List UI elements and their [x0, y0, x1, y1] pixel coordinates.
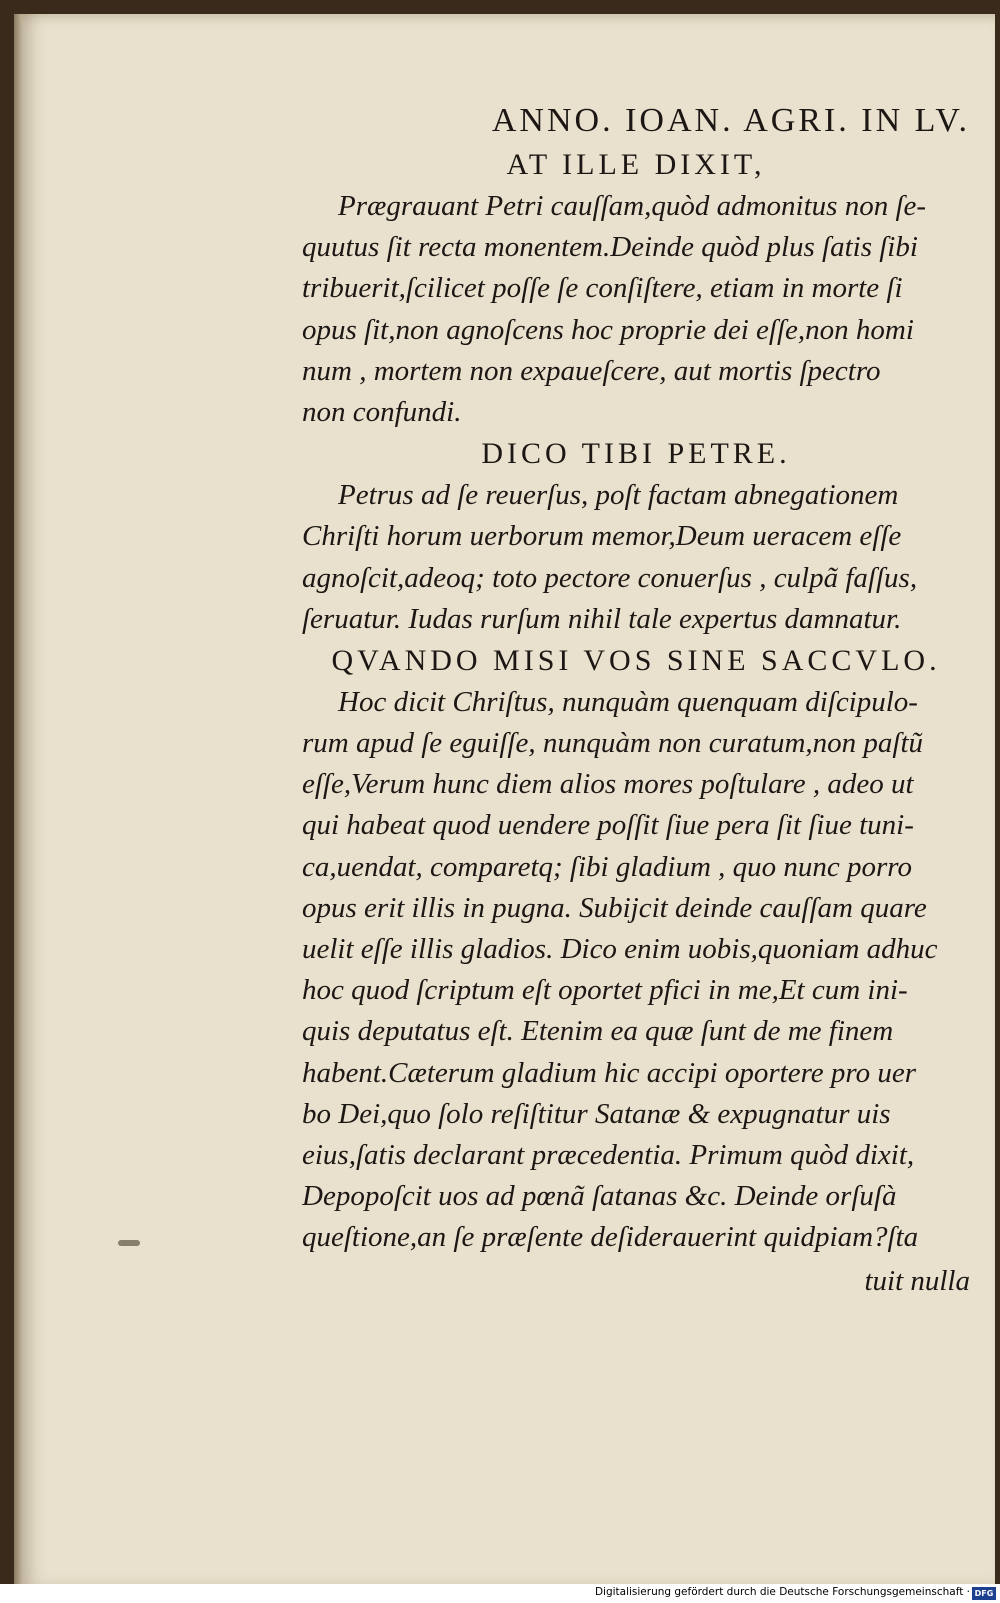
- dfg-logo[interactable]: DFG: [972, 1587, 996, 1600]
- section-heading-1: AT ILLE DIXIT,: [506, 148, 766, 181]
- catchword: tuit nulla: [864, 1264, 970, 1297]
- book-page: [22, 14, 995, 1584]
- text-line: queſtione,an ſe præſente deſiderauerint quidpiam?ſta: [302, 1221, 919, 1254]
- text-block: [302, 96, 970, 1303]
- section-heading-3: QVANDO MISI VOS SINE SACCVLO.: [331, 643, 941, 677]
- text-line: eſſe,Verum hunc diem alios mores poſtulare , adeo ut: [302, 768, 914, 801]
- running-head: ANNO. IOAN. AGRI. IN LV.: [491, 102, 970, 139]
- footer-bar: [0, 1584, 1000, 1603]
- text-line: opus ſit,non agnoſcens hoc proprie dei eſſe,non homi: [302, 313, 914, 346]
- text-line: non confundi.: [302, 395, 462, 428]
- text-line: Chriſti horum uerborum memor,Deum ueracem eſſe: [302, 520, 902, 553]
- section-heading-2: DICO TIBI PETRE.: [481, 437, 791, 471]
- text-line: hoc quod ſcriptum eſt oportet pfici in me,Et cum ini‑: [302, 974, 908, 1007]
- text-line: uelit eſſe illis gladios. Dico enim uobis,quoniam adhuc: [302, 933, 938, 965]
- text-line: habent.Cæterum gladium hic accipi oportere pro uer: [302, 1056, 917, 1089]
- text-line: eius,ſatis declarant præcedentia. Primum quòd dixit,: [302, 1138, 915, 1171]
- text-line: quis deputatus eſt. Etenim ea quæ ſunt de me finem: [302, 1015, 894, 1048]
- text-line: Depopoſcit uos ad pœnã ſatanas &c. Deinde orſuſà: [302, 1180, 897, 1213]
- funding-credit: Digitalisierung gefördert durch die Deutsche Forschungsgemeinschaft ·: [594, 1586, 970, 1598]
- text-line: Prægrauant Petri cauſſam,quòd admonitus non ſe‑: [338, 190, 927, 222]
- text-line: ca,uendat, comparetq; ſibi gladium , quo nunc porro: [302, 850, 913, 883]
- text-line: Hoc dicit Chriſtus, nunquàm quenquam diſcipulo‑: [338, 685, 918, 718]
- text-line: tribuerit,ſcilicet poſſe ſe conſiſtere, etiam in morte ſi: [302, 272, 903, 305]
- text-line: rum apud ſe eguiſſe, nunquàm non curatum,non paſtũ: [302, 727, 924, 760]
- text-line: opus erit illis in pugna. Subijcit deinde cauſſam quare: [302, 891, 927, 924]
- text-line: bo Dei,quo ſolo reſiſtitur Satanæ & expugnatur uis: [302, 1097, 891, 1130]
- text-line: agnoſcit,adeoq; toto pectore conuerſus , culpã faſſus,: [302, 561, 918, 594]
- ink-mark: [118, 1240, 140, 1246]
- text-line: qui habeat quod uendere poſſit ſiue pera ſit ſiue tuni‑: [302, 809, 914, 842]
- text-line: num , mortem non expaueſcere, aut mortis ſpectro: [302, 354, 881, 387]
- text-line: ſeruatur. Iudas rurſum nihil tale expertus damnatur.: [302, 602, 902, 635]
- text-line: quutus ſit recta monentem.Deinde quòd plus ſatis ſibi: [302, 231, 918, 264]
- text-line: Petrus ad ſe reuerſus, poſt factam abnegationem: [338, 479, 899, 512]
